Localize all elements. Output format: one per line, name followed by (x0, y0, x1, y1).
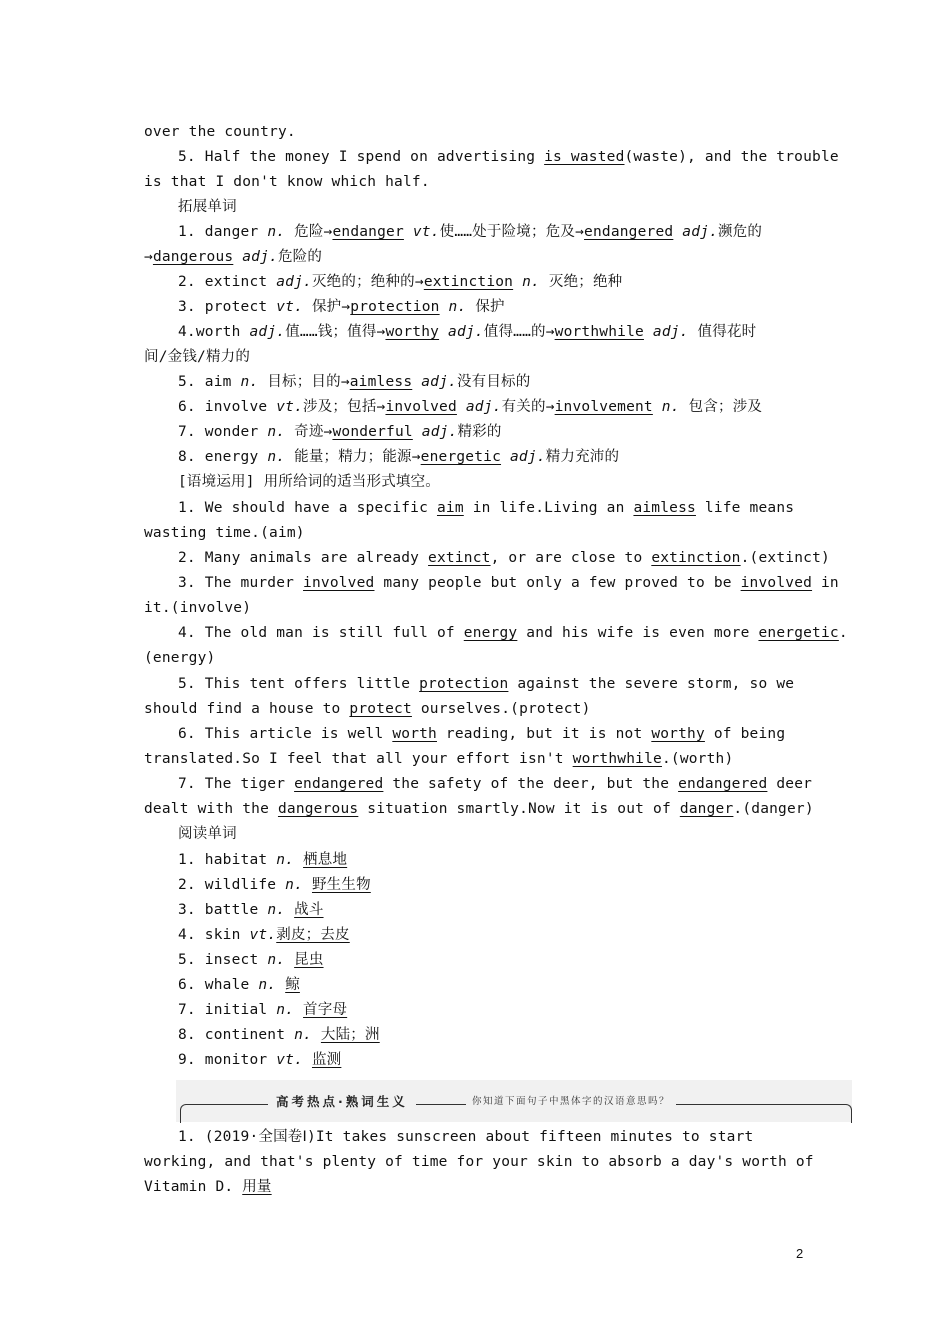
answer-blank: energy (463, 625, 518, 641)
answer-blank: dangerous (277, 801, 359, 817)
read-vocab-item: 8. continent n. 大陆；洲 (178, 1027, 380, 1043)
answer-blank: involvement (554, 399, 653, 415)
answer-blank: 监测 (311, 1052, 342, 1068)
answer-blank: energetic (420, 449, 502, 465)
vocab-item-cont: →dangerous adj.危险的 (144, 249, 323, 265)
example-sentence: 1. (2019·全国卷Ⅰ)It takes sunscreen about fifteen minutes to start (178, 1129, 754, 1145)
exercise-item: 3. The murder involved many people but only a few proved to be involved in (178, 575, 839, 591)
section-heading-read: 阅读单词 (178, 826, 237, 842)
example-sentence-cont: working, and that's plenty of time for your skin to absorb a day's worth of (144, 1154, 814, 1170)
read-vocab-item: 1. habitat n. 栖息地 (178, 852, 348, 868)
read-vocab-item: 9. monitor vt. 监测 (178, 1052, 342, 1068)
exercise-item-cont: should find a house to protect ourselves.(protect) (144, 701, 591, 717)
answer-blank: aim (436, 500, 464, 516)
answer-blank: endangered (294, 776, 384, 792)
read-vocab-item: 6. whale n. 鲸 (178, 977, 300, 993)
read-vocab-item: 5. insect n. 昆虫 (178, 952, 324, 968)
section-heading-expand: 拓展单词 (178, 199, 237, 215)
text-line: over the country. (144, 124, 296, 140)
answer-blank: danger (679, 801, 734, 817)
vocab-item: 3. protect vt. 保护→protection n. 保护 (178, 299, 505, 315)
page-number: 2 (796, 1246, 804, 1261)
answer-blank: protect (349, 701, 412, 717)
exercise-item-cont: (energy) (144, 650, 216, 666)
answer-blank: is wasted (544, 149, 625, 165)
answer-blank: 剥皮；去皮 (276, 927, 350, 943)
answer-blank: endangered (584, 224, 674, 240)
exercise-item-cont: it.(involve) (144, 600, 252, 616)
exercise-item: 4. The old man is still full of energy and his wife is even more energetic. (178, 625, 848, 641)
answer-blank: extinction (423, 274, 514, 290)
answer-blank: involved (740, 575, 813, 591)
answer-blank: energetic (758, 625, 839, 641)
example-sentence-cont: Vitamin D. 用量 (144, 1179, 272, 1195)
answer-blank: endangered (678, 776, 768, 792)
vocab-item: 8. energy n. 能量；精力；能源→energetic adj.精力充沛的 (178, 449, 620, 465)
answer-blank: 鲸 (285, 977, 300, 993)
answer-blank: worth (392, 726, 437, 742)
exercise-item: 1. We should have a specific aim in life.Living an aimless life means (178, 500, 795, 516)
read-vocab-item: 7. initial n. 首字母 (178, 1002, 348, 1018)
answer-blank: 战斗 (294, 902, 324, 918)
vocab-item: 1. danger n. 危险→endanger vt.使……处于险境；危及→endangered adj.濒危的 (178, 224, 763, 240)
vocab-item: 5. aim n. 目标；目的→aimless adj.没有目标的 (178, 374, 531, 390)
section-heading-context: [语境运用] 用所给词的适当形式填空。 (178, 474, 440, 490)
answer-blank: worthy (651, 726, 705, 742)
exercise-item-cont: dealt with the dangerous situation smartly.Now it is out of danger.(danger) (144, 801, 814, 817)
answer-blank: endanger (332, 224, 404, 240)
exercise-item-cont: wasting time.(aim) (144, 525, 305, 541)
answer-blank: involved (303, 575, 375, 591)
answer-blank: extinct (428, 550, 491, 566)
answer-blank: protection (419, 676, 509, 692)
vocab-item: 7. wonder n. 奇迹→wonderful adj.精彩的 (178, 424, 502, 440)
answer-blank: 昆虫 (294, 952, 324, 968)
read-vocab-item: 3. battle n. 战斗 (178, 902, 324, 918)
banner-title: 高考热点·熟词生义 (268, 1092, 416, 1110)
vocab-item: 4.worth adj.值……钱；值得→worthy adj.值得……的→worthwhile adj. 值得花时 (178, 324, 757, 340)
answer-blank: 栖息地 (303, 852, 348, 868)
answer-blank: worthwhile (572, 751, 662, 767)
vocab-item-cont: 间/金钱/精力的 (144, 349, 251, 365)
answer-blank: protection (350, 299, 440, 315)
answer-blank: worthwhile (554, 324, 644, 340)
answer-blank: wonderful (332, 424, 413, 440)
answer-blank: 首字母 (303, 1002, 348, 1018)
answer-blank: aimless (633, 500, 696, 516)
answer-blank: 野生生物 (311, 877, 371, 893)
vocab-item: 6. involve vt.涉及；包括→involved adj.有关的→involvement n. 包含；涉及 (178, 399, 763, 415)
answer-blank: extinction (651, 550, 741, 566)
answer-blank: involved (385, 399, 457, 415)
text-line: is that I don't know which half. (144, 174, 430, 190)
exercise-item: 5. This tent offers little protection against the severe storm, so we (178, 676, 795, 692)
read-vocab-item: 2. wildlife n. 野生生物 (178, 877, 371, 893)
exercise-item: 7. The tiger endangered the safety of the deer, but the endangered deer (178, 776, 813, 792)
read-vocab-item: 4. skin vt.剥皮；去皮 (178, 927, 350, 943)
answer-blank: 大陆；洲 (320, 1027, 380, 1043)
answer-blank: 用量 (242, 1179, 272, 1195)
vocab-item: 2. extinct adj.灭绝的；绝种的→extinction n. 灭绝；绝种 (178, 274, 623, 290)
answer-blank: worthy (385, 324, 440, 340)
answer-blank: aimless (349, 374, 413, 390)
banner-subtitle: 你知道下面句子中黑体字的汉语意思吗？ (466, 1093, 676, 1107)
exercise-item: 6. This article is well worth reading, but it is not worthy of being (178, 726, 786, 742)
text-line: 5. Half the money I spend on advertising is wasted(waste), and the trouble (178, 149, 839, 165)
exercise-item-cont: translated.So I feel that all your effort isn't worthwhile.(worth) (144, 751, 734, 767)
exercise-item: 2. Many animals are already extinct, or are close to extinction.(extinct) (178, 550, 830, 566)
answer-blank: dangerous (152, 249, 234, 265)
